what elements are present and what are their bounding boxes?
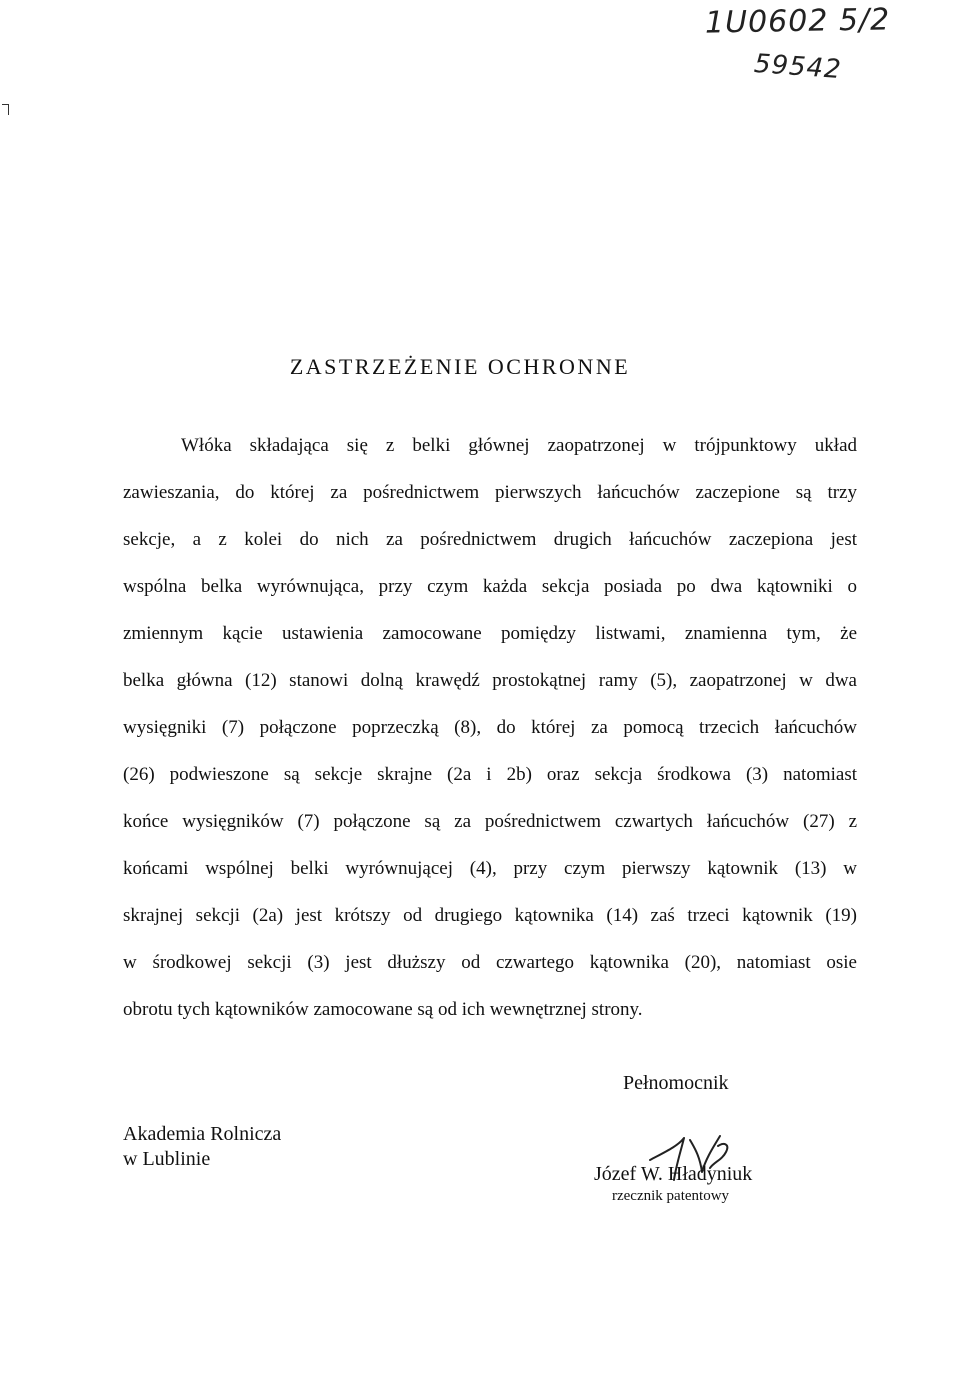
claim-line: zmiennym kącie ustawienia zamocowane pomiędzy listwami, znamienna tym, że bbox=[123, 623, 857, 644]
attorney-label: Pełnomocnik bbox=[623, 1072, 729, 1094]
signatory-name: Józef W. Hładyniuk bbox=[594, 1163, 753, 1185]
claim-line: w środkowej sekcji (3) jest dłuższy od czwartego kątownika (20), natomiast osie bbox=[123, 952, 857, 973]
claim-line: sekcje, a z kolei do nich za pośrednictwem drugich łańcuchów zaczepiona jest bbox=[123, 529, 857, 550]
claim-line: zawieszania, do której za pośrednictwem pierwszych łańcuchów zaczepione są trzy bbox=[123, 482, 857, 503]
institution-name: Akademia Rolnicza bbox=[123, 1123, 282, 1145]
claim-line: belka główna (12) stanowi dolną krawędź prostokątnej ramy (5), zaopatrzonej w dwa bbox=[123, 670, 857, 691]
claim-line: skrajnej sekcji (2a) jest krótszy od drugiego kątownika (14) zaś trzeci kątownik (19) bbox=[123, 905, 857, 926]
claim-line: Włóka składająca się z belki głównej zaopatrzonej w trójpunktowy układ bbox=[181, 435, 857, 456]
signatory bbox=[594, 1162, 814, 1206]
claim-line: wysięgniki (7) połączone poprzeczką (8), do której za pomocą trzecich łańcuchów bbox=[123, 717, 857, 738]
claim-line: wspólna belka wyrównująca, przy czym każda sekcja posiada po dwa kątowniki o bbox=[123, 576, 857, 597]
margin-mark bbox=[2, 104, 9, 115]
handwritten-reference: 1U0602 5/2 bbox=[704, 2, 891, 41]
claim-line: (26) podwieszone są sekcje skrajne (2a i 2b) oraz sekcja środkowa (3) natomiast bbox=[123, 764, 857, 785]
signatory-role: rzecznik patentowy bbox=[612, 1188, 730, 1204]
claim-text bbox=[123, 422, 857, 1033]
claim-line: końce wysięgników (7) połączone są za pośrednictwem czwartych łańcuchów (27) z bbox=[123, 811, 857, 832]
institution-city: w Lublinie bbox=[123, 1148, 211, 1170]
claim-line: końcami wspólnej belki wyrównującej (4), przy czym pierwszy kątownik (13) w bbox=[123, 858, 857, 879]
handwritten-number: 59542 bbox=[753, 48, 843, 86]
claim-line: obrotu tych kątowników zamocowane są od ich wewnętrznej strony. bbox=[123, 999, 643, 1020]
document-title: ZASTRZEŻENIE OCHRONNE bbox=[289, 354, 631, 379]
institution bbox=[123, 1122, 281, 1172]
